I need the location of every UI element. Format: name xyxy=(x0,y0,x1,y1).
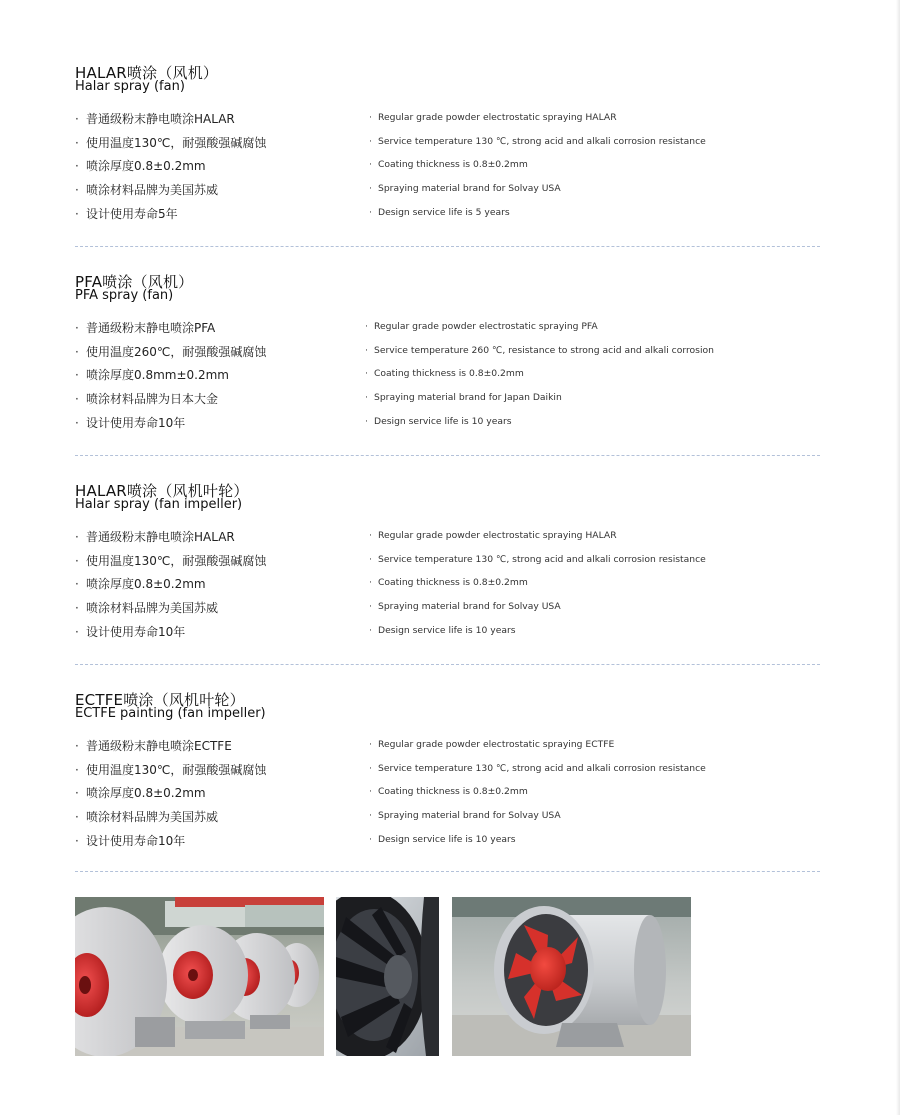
spec-item-en xyxy=(365,345,714,356)
spec-text-en: Service temperature 130 ℃, strong acid and alkali corrosion resistance xyxy=(378,554,706,565)
bullet: · xyxy=(369,159,372,170)
spec-text-en: Design service life is 5 years xyxy=(378,207,510,218)
spec-text-en: Spraying material brand for Solvay USA xyxy=(378,601,561,612)
spec-item-cn xyxy=(75,157,206,174)
spec-item-cn xyxy=(75,623,185,640)
bullet: · xyxy=(75,554,79,568)
page-edge-shadow xyxy=(896,0,900,1115)
spec-text-cn: 喷涂材料品牌为日本大金 xyxy=(86,392,219,406)
spec-text-en: Coating thickness is 0.8±0.2mm xyxy=(374,368,524,379)
spec-row xyxy=(75,343,820,363)
spec-item-en xyxy=(369,530,617,541)
spec-item-cn xyxy=(75,414,185,431)
section-title-cn: HALAR喷涂（风机叶轮） xyxy=(75,482,249,500)
spec-item-en xyxy=(369,834,516,845)
bullet: · xyxy=(75,577,79,591)
spec-item-cn xyxy=(75,319,215,336)
spec-item-cn xyxy=(75,110,235,127)
spec-text-cn: 喷涂厚度0.8±0.2mm xyxy=(86,159,206,173)
spec-row xyxy=(75,528,820,548)
bullet: · xyxy=(75,112,79,126)
spec-row xyxy=(75,623,820,643)
bullet: · xyxy=(369,739,372,750)
spec-row xyxy=(75,181,820,201)
spec-item-cn xyxy=(75,784,206,801)
spec-item-en xyxy=(369,625,516,636)
spec-item-en xyxy=(369,207,510,218)
bullet: · xyxy=(369,554,372,565)
spec-item-cn xyxy=(75,599,218,616)
spec-item-en xyxy=(369,112,617,123)
spec-text-cn: 设计使用寿命10年 xyxy=(86,625,186,639)
bullet: · xyxy=(75,416,79,430)
section-title-en: Halar spray (fan impeller) xyxy=(75,497,243,512)
spec-item-en xyxy=(365,368,524,379)
spec-row xyxy=(75,157,820,177)
spec-item-en xyxy=(369,810,561,821)
spec-text-en: Coating thickness is 0.8±0.2mm xyxy=(378,577,528,588)
spec-text-cn: 普通级粉末静电喷涂PFA xyxy=(86,321,216,335)
spec-text-cn: 喷涂厚度0.8±0.2mm xyxy=(86,786,206,800)
axial-fan-image xyxy=(452,897,691,1056)
spec-text-cn: 普通级粉末静电喷涂HALAR xyxy=(86,530,235,544)
section-divider xyxy=(75,455,820,456)
spec-row xyxy=(75,832,820,852)
spec-text-en: Regular grade powder electrostatic spraying PFA xyxy=(374,321,598,332)
spec-item-cn xyxy=(75,528,235,545)
spec-text-en: Service temperature 260 ℃, resistance to strong acid and alkali corrosion xyxy=(374,345,714,356)
spec-item-cn xyxy=(75,575,206,592)
spec-item-en xyxy=(369,136,706,147)
spec-row xyxy=(75,737,820,757)
spec-text-en: Spraying material brand for Solvay USA xyxy=(378,183,561,194)
spec-row xyxy=(75,552,820,572)
spec-text-en: Regular grade powder electrostatic spraying ECTFE xyxy=(378,739,615,750)
spec-row xyxy=(75,808,820,828)
bullet: · xyxy=(369,530,372,541)
spec-text-en: Coating thickness is 0.8±0.2mm xyxy=(378,786,528,797)
spec-row xyxy=(75,319,820,339)
spec-row xyxy=(75,599,820,619)
spec-text-en: Design service life is 10 years xyxy=(378,625,516,636)
section-title-en: PFA spray (fan) xyxy=(75,288,174,303)
spec-row xyxy=(75,366,820,386)
section-title-en: ECTFE painting (fan impeller) xyxy=(75,706,266,721)
section-title-cn: PFA喷涂（风机） xyxy=(75,273,194,291)
spec-text-en: Coating thickness is 0.8±0.2mm xyxy=(378,159,528,170)
bullet: · xyxy=(369,601,372,612)
bullet: · xyxy=(365,416,368,427)
spec-item-cn xyxy=(75,134,266,151)
spec-item-en xyxy=(365,392,562,403)
spec-item-en xyxy=(369,554,706,565)
spec-text-cn: 喷涂厚度0.8±0.2mm xyxy=(86,577,206,591)
spec-item-cn xyxy=(75,390,218,407)
spec-item-en xyxy=(369,786,528,797)
spec-text-cn: 设计使用寿命10年 xyxy=(86,416,186,430)
spec-text-en: Service temperature 130 ℃, strong acid and alkali corrosion resistance xyxy=(378,136,706,147)
section-title-cn: ECTFE喷涂（风机叶轮） xyxy=(75,691,245,709)
bullet: · xyxy=(75,345,79,359)
bullet: · xyxy=(369,834,372,845)
spec-item-cn xyxy=(75,181,218,198)
section-divider xyxy=(75,246,820,247)
spec-item-en xyxy=(369,763,706,774)
spec-item-cn xyxy=(75,761,266,778)
spec-text-en: Service temperature 130 ℃, strong acid and alkali corrosion resistance xyxy=(378,763,706,774)
spec-text-cn: 使用温度260℃，耐强酸强碱腐蚀 xyxy=(86,345,267,359)
spec-item-en xyxy=(365,416,512,427)
spec-text-cn: 喷涂材料品牌为美国苏威 xyxy=(86,601,219,615)
bullet: · xyxy=(75,739,79,753)
centrifugal-fans-image xyxy=(75,897,324,1056)
spec-item-cn xyxy=(75,832,185,849)
spec-text-cn: 普通级粉末静电喷涂HALAR xyxy=(86,112,235,126)
spec-item-en xyxy=(369,739,614,750)
section-title-en: Halar spray (fan) xyxy=(75,79,185,94)
spec-text-cn: 使用温度130℃，耐强酸强碱腐蚀 xyxy=(86,554,267,568)
spec-text-en: Regular grade powder electrostatic spraying HALAR xyxy=(378,530,617,541)
spec-row xyxy=(75,110,820,130)
bullet: · xyxy=(75,392,79,406)
bullet: · xyxy=(369,577,372,588)
spec-item-en xyxy=(369,159,528,170)
impeller-photo xyxy=(336,897,439,1056)
spec-row xyxy=(75,761,820,781)
spec-row xyxy=(75,134,820,154)
impeller-image xyxy=(336,897,439,1056)
bullet: · xyxy=(75,810,79,824)
spec-item-en xyxy=(365,321,598,332)
bullet: · xyxy=(75,183,79,197)
spec-text-en: Regular grade powder electrostatic spraying HALAR xyxy=(378,112,617,123)
bullet: · xyxy=(369,786,372,797)
bullet: · xyxy=(75,136,79,150)
bullet: · xyxy=(369,207,372,218)
spec-text-cn: 喷涂材料品牌为美国苏威 xyxy=(86,810,219,824)
spec-row xyxy=(75,205,820,225)
spec-text-cn: 设计使用寿命5年 xyxy=(86,207,178,221)
spec-text-en: Spraying material brand for Solvay USA xyxy=(378,810,561,821)
spec-item-cn xyxy=(75,808,218,825)
bullet: · xyxy=(75,834,79,848)
bullet: · xyxy=(75,207,79,221)
spec-item-en xyxy=(369,183,561,194)
spec-row xyxy=(75,575,820,595)
spec-text-cn: 设计使用寿命10年 xyxy=(86,834,186,848)
bullet: · xyxy=(75,368,79,382)
section-divider xyxy=(75,664,820,665)
spec-item-cn xyxy=(75,737,232,754)
spec-text-cn: 使用温度130℃，耐强酸强碱腐蚀 xyxy=(86,763,267,777)
bullet: · xyxy=(369,810,372,821)
spec-item-cn xyxy=(75,343,266,360)
bullet: · xyxy=(369,625,372,636)
spec-text-en: Design service life is 10 years xyxy=(374,416,512,427)
spec-row xyxy=(75,784,820,804)
section-divider xyxy=(75,871,820,872)
bullet: · xyxy=(365,345,368,356)
spec-item-en xyxy=(369,577,528,588)
bullet: · xyxy=(75,625,79,639)
bullet: · xyxy=(369,136,372,147)
spec-row xyxy=(75,414,820,434)
bullet: · xyxy=(369,763,372,774)
bullet: · xyxy=(75,601,79,615)
bullet: · xyxy=(75,530,79,544)
bullet: · xyxy=(75,159,79,173)
spec-item-cn xyxy=(75,552,266,569)
bullet: · xyxy=(75,321,79,335)
bullet: · xyxy=(75,763,79,777)
spec-text-cn: 喷涂材料品牌为美国苏威 xyxy=(86,183,219,197)
spec-text-cn: 喷涂厚度0.8mm±0.2mm xyxy=(86,368,229,382)
bullet: · xyxy=(365,392,368,403)
bullet: · xyxy=(369,183,372,194)
spec-item-cn xyxy=(75,205,178,222)
spec-item-cn xyxy=(75,366,229,383)
spec-text-cn: 普通级粉末静电喷涂ECTFE xyxy=(86,739,232,753)
bullet: · xyxy=(369,112,372,123)
section-title-cn: HALAR喷涂（风机） xyxy=(75,64,219,82)
spec-text-cn: 使用温度130℃，耐强酸强碱腐蚀 xyxy=(86,136,267,150)
axial-fan-photo xyxy=(452,897,691,1056)
bullet: · xyxy=(365,321,368,332)
spec-row xyxy=(75,390,820,410)
spec-text-en: Design service life is 10 years xyxy=(378,834,516,845)
bullet: · xyxy=(365,368,368,379)
bullet: · xyxy=(75,786,79,800)
spec-item-en xyxy=(369,601,561,612)
centrifugal-fans-photo xyxy=(75,897,324,1056)
spec-text-en: Spraying material brand for Japan Daikin xyxy=(374,392,562,403)
